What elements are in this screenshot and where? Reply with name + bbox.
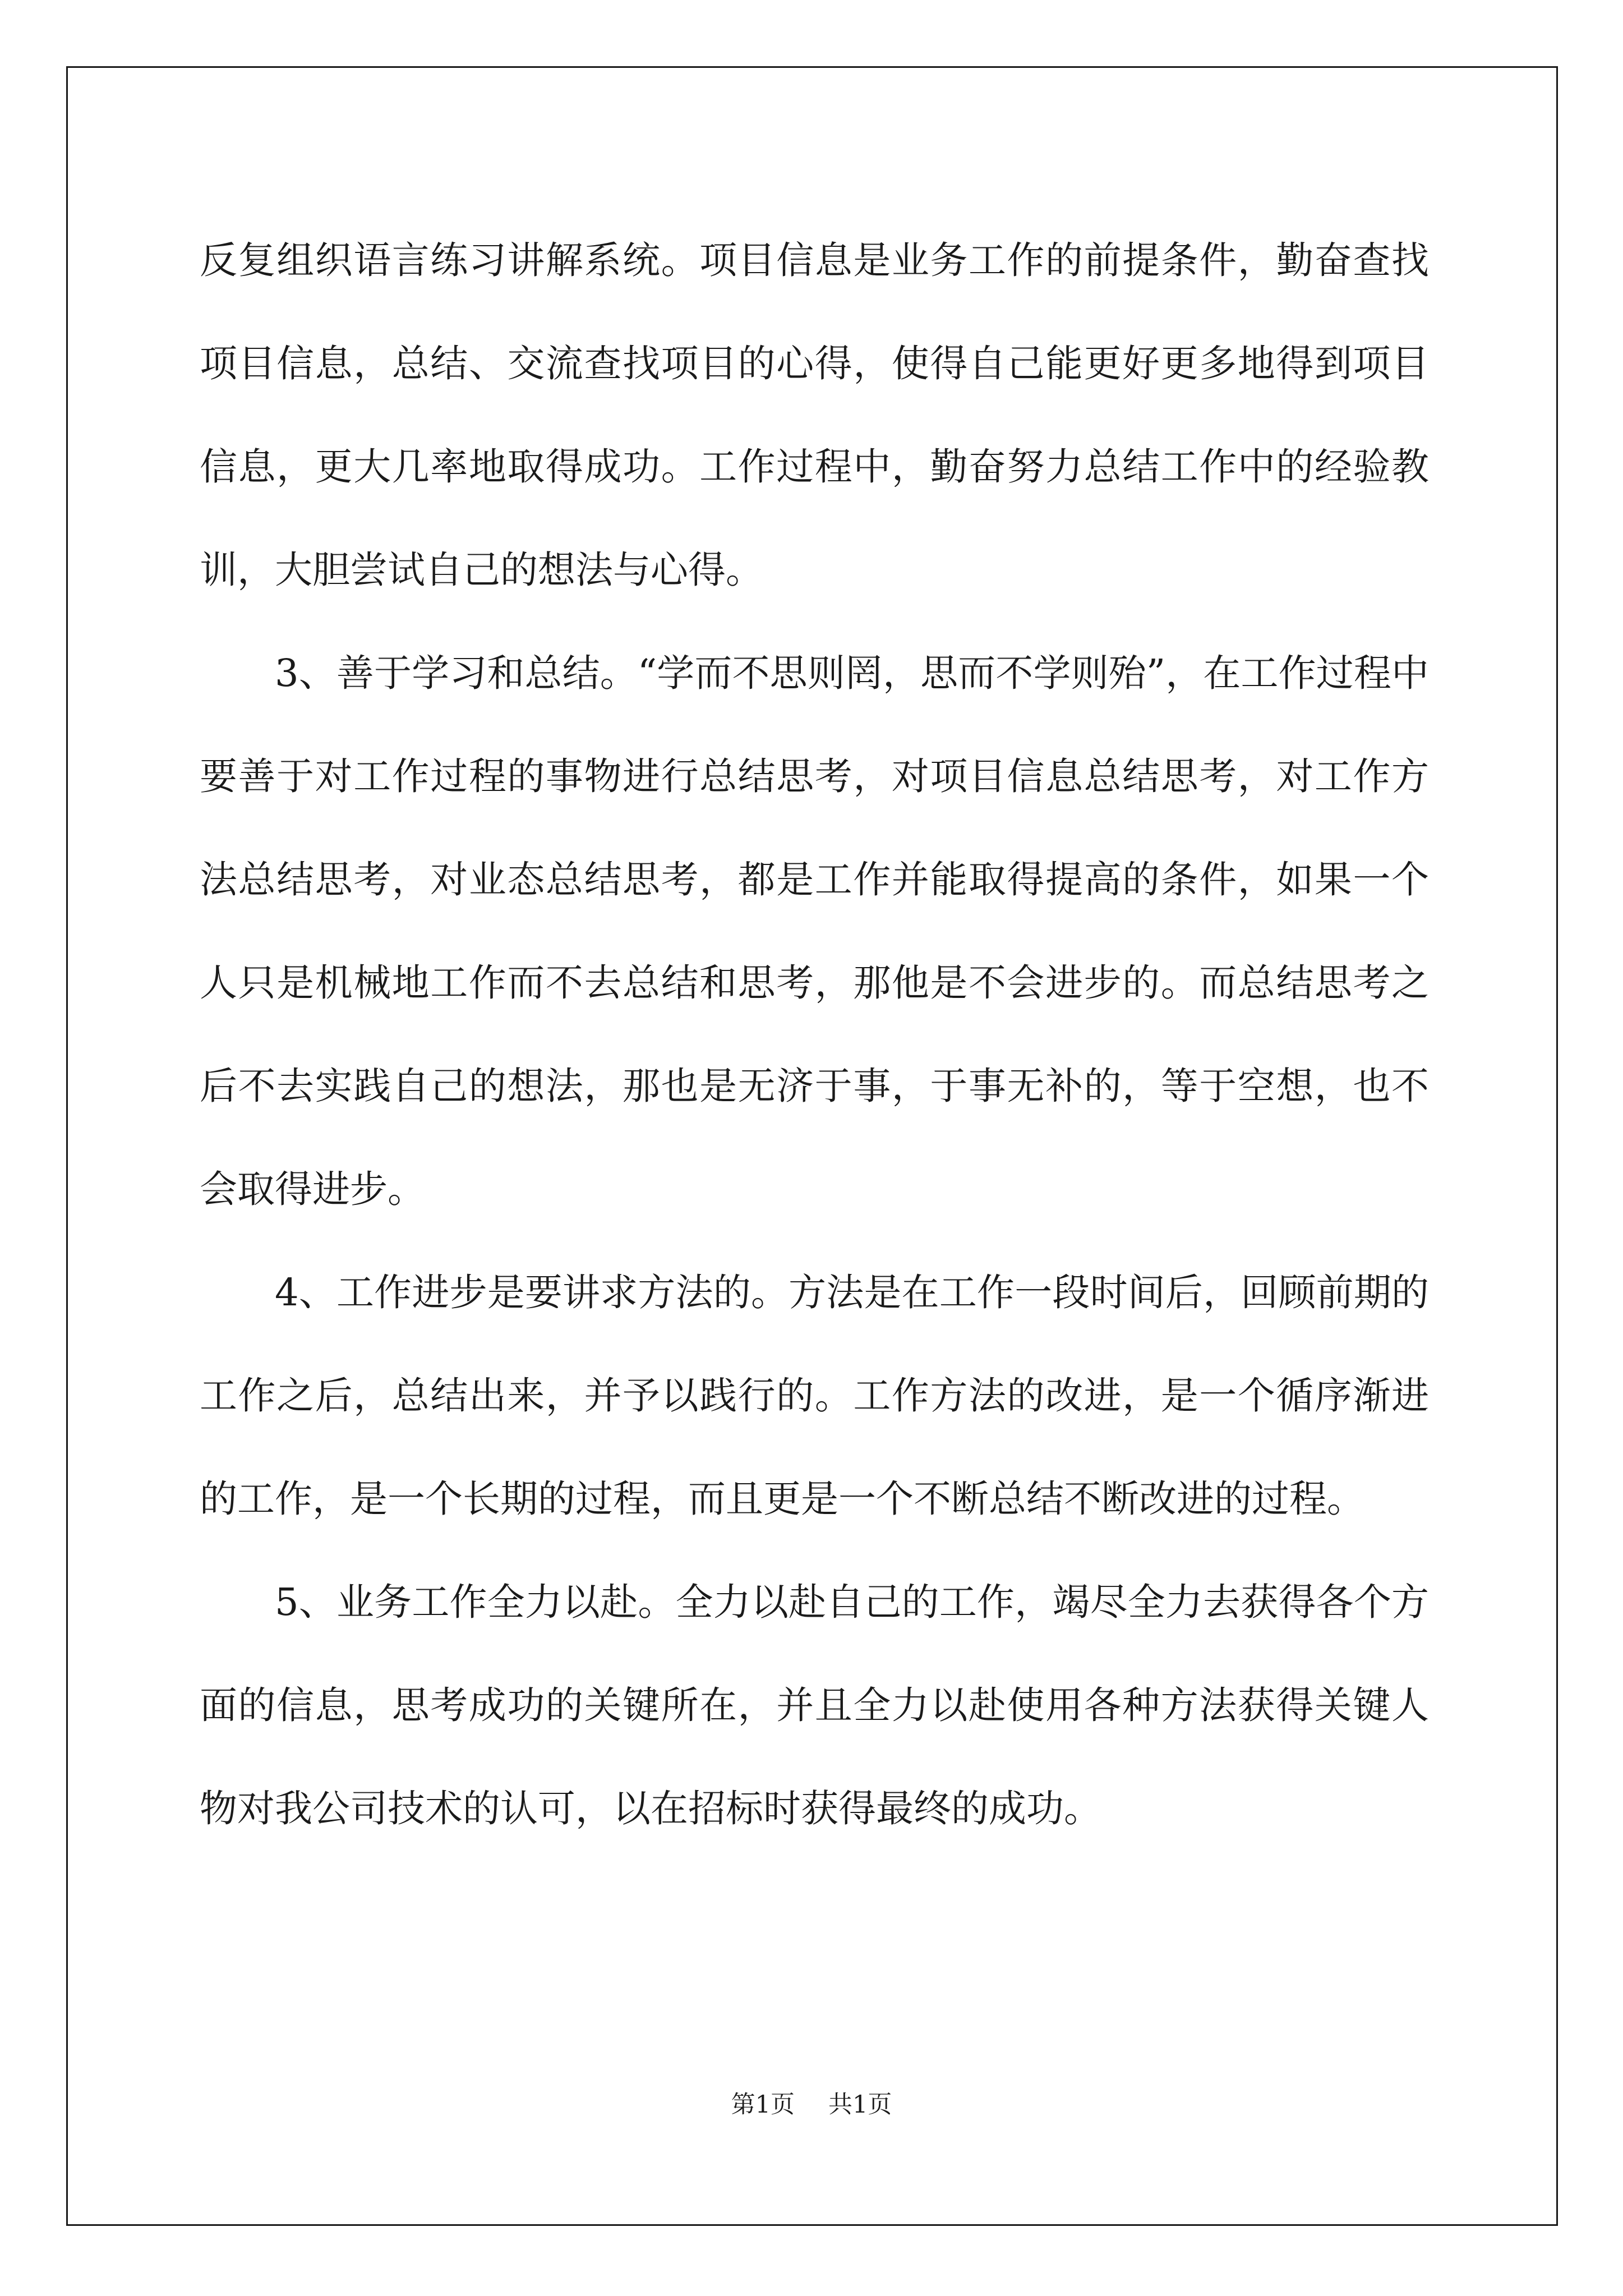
paragraph-item-5: 5、业务工作全力以赴。全力以赴自己的工作，竭尽全力去获得各个方面的信息，思考成功的关键所在，并且全力以赴使用各种方法获得关键人物对我公司技术的认可，以在招标时获得最终的成功。: [200, 1580, 1429, 1830]
paragraph-item-4: 4、工作进步是要讲求方法的。方法是在工作一段时间后，回顾前期的工作之后，总结出来，并予以践行的。工作方法的改进，是一个循序渐进的工作，是一个长期的过程，而且更是一个不断总结不断改进的过程。: [200, 1271, 1429, 1521]
page-footer: [0, 2088, 1623, 2122]
paragraph-item-3: 3、善于学习和总结。“学而不思则罔，思而不学则殆”，在工作过程中要善于对工作过程的事物进行总结思考，对项目信息总结思考，对工作方法总结思考，对业态总结思考，都是工作并能取得提高的条件，如果一个人只是机械地工作而不去总结和思考，那他是不会进步的。而总结思考之后不去实践自己的想法，那也是无济于事，于事无补的，等于空想，也不会取得进步。: [200, 651, 1429, 1211]
document-body: [200, 209, 1429, 1860]
page-number-current: 第1页: [731, 2091, 795, 2119]
paragraph-continuation: 反复组织语言练习讲解系统。项目信息是业务工作的前提条件，勤奋查找项目信息，总结、交流查找项目的心得，使得自己能更好更多地得到项目信息，更大几率地取得成功。工作过程中，勤奋努力总结工作中的经验教训，大胆尝试自己的想法与心得。: [200, 238, 1429, 592]
page-number-total: 共1页: [828, 2091, 892, 2119]
